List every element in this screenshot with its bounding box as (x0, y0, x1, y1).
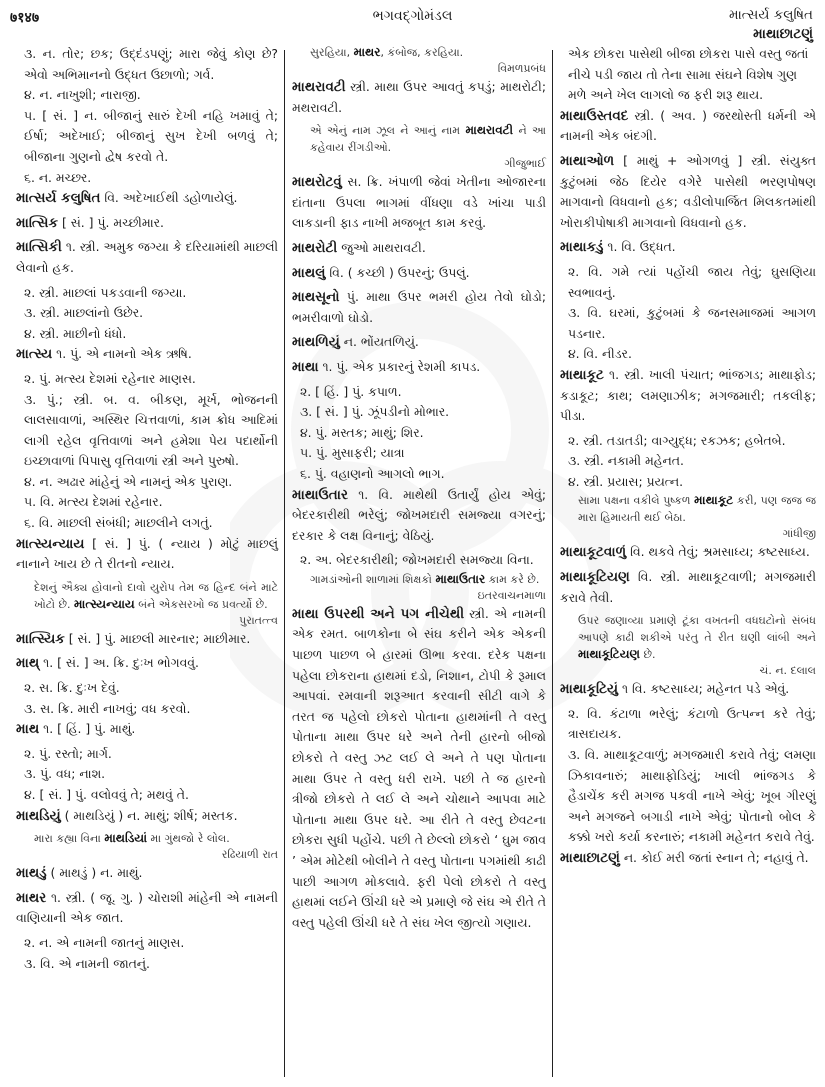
dictionary-entry (292, 604, 546, 934)
sense-definition: ૩. [ સં. ] પું. ઝૂંપડીનો મોભાર. (300, 404, 450, 420)
sense-definition: ૨. સ. ક્રિ. દુઃખ દેવું. (24, 680, 120, 696)
headword: માથલું (292, 264, 326, 281)
quotation-source: ચં. ન. દલાલ (759, 664, 816, 678)
definition: ૧. પું. એક પ્રકારનું રેશમી કાપડ. (318, 358, 481, 374)
definition: ૧ વિ. કષ્ટસાધ્ય; મહેનત પડે એવું. (618, 681, 790, 697)
definition: વિ. અદેખાઈથી ડહોળાયેલું. (100, 190, 238, 206)
headword: માથાઉતાર (292, 486, 348, 503)
definition: ૧. સ્ત્રી. ( જૂ. ગુ. ) ચોરાશી માંહેની એ નામની વાણિયાની એક જાત. (16, 889, 278, 926)
sense-definition: ૨. [ હિં. ] પું. કપાળ. (300, 383, 402, 399)
dictionary-entry (560, 237, 816, 258)
headword: માત્સ્ય (16, 346, 53, 363)
sense-definition: ૪. ન. નાખુશી; નારાજી. (24, 87, 141, 103)
sense-definition: ૨. પું. રસ્તો; માર્ગ. (24, 745, 112, 761)
definition: ૧. વિ. ઉદ્ધત. (603, 239, 676, 255)
definition: પું. માથા ઉપર ભમરી હોય તેવો ઘોડો; ભમરીવાળો ઘોડો. (292, 289, 546, 325)
dictionary-entry (560, 365, 816, 427)
dictionary-entry (16, 719, 278, 740)
usage-quotation: એ એનું નામ ઝૂલ ને આનું નામ માથરાવટી ને આ કહેવાય રીંગડીઓ. (310, 123, 546, 155)
headword: માથ (16, 721, 40, 738)
sense-definition: ૪. વિ. નીડર. (568, 346, 632, 362)
definition: જુઓ માથરાવટી. (337, 239, 426, 255)
dictionary-entry (16, 863, 278, 884)
sense-definition: ૬. વિ. માછલી સંબંધી; માછલીને લગતું. (24, 515, 213, 531)
dictionary-entry (16, 188, 278, 209)
dictionary-entry (16, 534, 278, 575)
sense-definition: ૫. પું. મુસાફરી; યાત્રા (300, 445, 405, 461)
sense-definition: ૬. ન. મચ્છર. (24, 169, 92, 185)
headword: માથડિયું (16, 807, 61, 824)
sense-definition: ૩. પું. વધ; નાશ. (24, 766, 106, 782)
column-divider (552, 50, 553, 1077)
column-1 (16, 44, 278, 1079)
headword: માથરોટવું (292, 174, 342, 191)
headword: માથરોટી (292, 239, 338, 256)
quoted-headword: માથરાવટી (465, 123, 514, 138)
headword: માત્સિક (16, 214, 58, 231)
definition: ૧. સ્ત્રી. ખાલી પંચાત; ભાંજગડ; માથાફોડ; કડાકૂટ; કાથ; લમણાઝીક; મગજમારી; તકલીફ; પીડા. (560, 366, 816, 424)
sense-definition: ૪. સ્ત્રી. માછીનો ધંધો. (24, 325, 127, 341)
headword: માત્સર્ય કલુષિત (16, 190, 101, 207)
headword: માથાઓળ (560, 152, 615, 169)
definition: ન. ભોંયતળિયું. (339, 334, 419, 350)
dictionary-entry (16, 888, 278, 929)
usage-quotation: સુરહિયા, માથર, કંબોજ, કરહિયા. (310, 45, 464, 59)
headword: માથાકૂટિયું (560, 681, 618, 698)
headword: માથા (292, 358, 319, 375)
sense-definition: ૩. સ. ક્રિ. મારી નાખવું; વધ કરવો. (24, 700, 191, 716)
guide-word-first: માત્સર્ય કલુષિત (728, 7, 813, 23)
dictionary-entry (560, 106, 816, 147)
definition: [ સં. ] પું. ( ન્યાય ) મોટું માછલું નાનાને ખાય છે તે રીતનો ન્યાય. (16, 535, 278, 572)
usage-quotation: ગામડાંઓની શાળામાં શિક્ષકો માથાઉતાર કામ કરે છે. (310, 571, 540, 586)
dictionary-entry (292, 77, 546, 118)
page-number: ७१४७ (10, 10, 40, 26)
definition: સ્ત્રી. ( અવ. ) જરથોસ્તી ધર્મની એ નામની એક બંદગી. (560, 107, 816, 144)
definition: સ. ક્રિ. ખંપાળી જેવાં ખેતીના ઓજારના દાંતાના ઉપલા ભાગમાં વીંધણા વડે ખાંચા પાડી લાકડાની ફાડ નાખી મજબૂત કામ કરવું. (292, 174, 546, 231)
usage-quotation: ઉપર જણાવ્યા પ્રમાણે ટૂંકા વખતની વધઘટોનો સંબંધ આપણે કાઢી શકીએ પરંતુ તે રીત ઘણી લાંબી અને માથાકૂટિયણ છે. (578, 614, 816, 662)
column-3 (560, 44, 816, 1079)
dictionary-entry (560, 567, 816, 608)
guide-word-last: માથાછાટણું (753, 26, 813, 42)
headword: માથર (16, 889, 47, 906)
sense-definition: ૩. ન. તોર; છક; ઉદ્દંડપણું; મારા જેવું કોણ છે? એવો અભિમાનનો ઉદ્ધત ઉછાળો; ગર્વ. (24, 46, 278, 82)
dictionary-entry (292, 238, 546, 259)
quotation-source: પુરાતત્ત્વ (239, 613, 278, 627)
sense-definition: ૨. સ્ત્રી. માછલાં પકડવાની જગ્યા. (24, 284, 187, 300)
dictionary-entry (292, 485, 546, 547)
dictionary-entry (560, 542, 816, 563)
definition: વિ. ( કચ્છી ) ઉપરનું; ઉપલું. (325, 264, 470, 280)
page-header (0, 0, 825, 44)
headword: માથાછાટણું (560, 850, 620, 866)
dictionary-entry (292, 332, 546, 353)
dictionary-entry (16, 213, 278, 234)
definition: ( માથડું ) ન. માથું. (46, 865, 143, 881)
sense-definition: ૫. [ સં. ] ન. બીજાનું સારું દેખી નહિ ખમાવું તે; ઈર્ષા; અદેખાઈ; બીજાનું સુખ દેખી બળવું તે; બીજાના ગુણનો દ્વેષ કરવો તે. (24, 107, 278, 164)
headword: માથડું (16, 865, 47, 882)
quoted-headword: માથડિયાં (104, 831, 148, 846)
sense-definition: ૨. અ. બેદરકારીથી; જોખમદારી સમજ્યા વિના. (300, 552, 534, 568)
quoted-headword: માથાઉતાર (435, 571, 486, 586)
quoted-headword: માથાકૂટિયણ (578, 647, 641, 662)
usage-quotation: મારા કહ્યા વિના માથડિયાં મા ગુંથજો રે લોલ. (34, 831, 230, 846)
dictionary-entry (16, 653, 278, 674)
sense-definition: ૩. સ્ત્રી. નકામી મહેનત. (568, 453, 684, 469)
sense-definition: ૨. વિ. કંટાળા ભરેલું; કંટાળો ઉત્પન્ન કરે તેવું; ત્રાસદાયક. (568, 705, 816, 742)
headword: માથરાવટી (292, 79, 346, 95)
definition: ૧. સ્ત્રી. અમુક જગ્યા કે દરિયામાંથી માછલી લેવાનો હક. (16, 239, 278, 275)
sense-definition: ૨. વિ. ગમે ત્યાં પહોંચી જાય તેવું; ઘુસણિયા સ્વભાવનું. (568, 263, 816, 300)
sense-definition: ૨. પું. મત્સ્ય દેશમાં રહેનાર માણસ. (24, 370, 196, 386)
continued-definition: એક છોકરા પાસેથી બીજા છોકરા પાસે વસ્તુ જતાં નીચે પડી જાય તો તેના સામા સંઘને વિશેષ ગુણ મળે અને ખેલ લાગલો જ ફરી શરૂ થાય. (568, 46, 809, 103)
headword: માત્સ્યન્યાય (16, 535, 85, 552)
book-title: ભગવદ્ગોમંડલ (372, 8, 453, 24)
dictionary-entry (560, 151, 816, 233)
definition: સ્ત્રી. એ નામની એક રમત. બાળકોના બે સંઘ કરીને એક એકની પાછળ પાછળ બે હારમાં ઊભા કરવા. દરેક પક્ષના પહેલા છોકરાના હાથમાં દડો, નિશાન, ટોપી કે રૂમાલ આપવાં. રમવાની શરૂઆત કરવાની સીટી વાગે કે તરત જ પહેલો છોકરો પોતાના હાથમાંની તે વસ્તુ પોતાના માથા ઉપર ધરે અને તેની હારનો બીજો છોકરો તે વસ્તુ ઝટ લઈ લે અને તે પણ પોતાના માથા ઉપર તે વસ્તુ ધરી રાખે. પછી તે જ હારનો ત્રીજો છોકરો તે લઈ લે અને ચોથાને આપવા માટે પોતાના માથા ઉપર ધરે. આ રીતે તે વસ્તુ છેવટના છોકરા સુધી પહોંચે. પછી તે છેલ્લો છોકરો ‘ ઘુમ જાવ ’ એમ મોટેથી બોલીને તે વસ્તુ પોતાના પગમાંથી કાઢી પાછી આગળ મોકલાવે. ફરી પેલો છોકરો તે વસ્તુ હાથમાં લઈને ઊંચી ધરે એ પ્રમાણે જે સંઘ એ રીતે તે વસ્તુ પહેલી ઊંચી ધરે તે સંઘ ખેલ જીત્યો ગણાય. (292, 605, 546, 930)
dictionary-entry (560, 848, 816, 869)
definition: ૧. પું. એ નામનો એક ઋષિ. (52, 346, 192, 362)
headword: માથાકડું (560, 239, 604, 256)
quotation-source: વિમળપ્રબંધ (497, 62, 546, 75)
dictionary-entry (292, 287, 546, 328)
dictionary-entry (292, 357, 546, 378)
quoted-headword: માથર (353, 45, 381, 59)
headword: માથાકૂટિયણ (560, 569, 630, 586)
headword: માત્સિકી (16, 239, 62, 256)
dictionary-entry (16, 237, 278, 278)
dictionary-entry (292, 172, 546, 234)
dictionary-entry (560, 679, 816, 700)
quotation-source: રઢિયાળી રાત (221, 848, 278, 862)
sense-definition: ૬. પું. વહાણનો આગલો ભાગ. (300, 465, 445, 481)
definition: ન. કોઈ મરી જતાં સ્નાન તે; નહાવું તે. (619, 850, 809, 865)
headword: માત્સ્યિક (16, 630, 65, 647)
dictionary-entry (292, 263, 546, 284)
headword: માથ્ (16, 655, 40, 672)
definition: [ સં. ] પું. માછલી મારનાર; માછીમાર. (64, 630, 251, 646)
definition: [ સં. ] પું. મચ્છીમાર. (58, 214, 164, 230)
column-2 (292, 44, 546, 1079)
headword: માથાકૂટ (560, 366, 604, 383)
quoted-headword: માત્સ્યન્યાય (73, 596, 135, 611)
guide-words (729, 6, 813, 44)
quotation-source: ગીજુભાઈ (504, 157, 546, 171)
quotation-source: ગાંધીજી (782, 527, 816, 541)
headword: માથા ઉપરથી અને પગ નીચેથી (292, 605, 465, 622)
quoted-headword: માથાકૂટ (694, 493, 734, 508)
definition: સ્ત્રી. માથા ઉપર આવતું કપડું; માથરોટી; મથરાવટી. (292, 79, 546, 115)
sense-definition: ૩. વિ. માથાકૂટવાળું; મગજમારી કરાવે તેવું; લમણા ઝિકાવનારું; માથાફોડિયું; ખાલી ભાંજગડ કે હૈડાચેંક કરી મગજ પકવી નાખે એવું; ખૂબ ગીરણું અને મગજને બગાડી નાખે એવું; પોતાનો બોલ કે કક્કો ખરો કર્યા કરનારું; નકામી મહેનત કરાવે તેવું. (568, 747, 816, 845)
usage-quotation: દેશનું ઐક્ય હોવાનો દાવો યુરોપ તેમ જ હિન્દ બંને માટે ખોટો છે. માત્સ્યન્યાય બંને એકસરખો જ પ્રવર્ત્યો છે. (34, 580, 278, 611)
dictionary-entry (16, 344, 278, 365)
sense-definition: ૩. વિ. એ નામની જાતનું. (24, 955, 150, 971)
dictionary-entry (16, 806, 278, 827)
sense-definition: ૪. [ સં. ] પું. વલોવવું તે; મથવું તે. (24, 787, 189, 802)
sense-definition: ૪. સ્ત્રી. પ્રયાસ; પ્રયત્ન. (568, 473, 684, 489)
definition: ( માથડિયું ) ન. માથું; શીર્ષ; મસ્તક. (60, 807, 238, 823)
definition: ૧. [ હિં. ] પું. માથું. (39, 721, 136, 737)
column-divider (284, 50, 285, 1077)
headword: માથાઉસ્તવદ (560, 107, 629, 124)
headword: માથળિયું (292, 334, 340, 351)
sense-definition: ૪. ન. અઢાર માંહેનું એ નામનું એક પુરાણ. (24, 473, 233, 489)
sense-definition: ૩. વિ. ઘરમાં, કુટુંબમાં કે જનસમાજમાં આગળ પડનાર. (568, 305, 816, 341)
sense-definition: ૩. સ્ત્રી. માછલાંનો ઉછેર. (24, 305, 144, 321)
sense-definition: ૩. પું.; સ્ત્રી. બ. વ. બીકણ, મૂર્ખ, ભોજનની લાલસાવાળાં, અસ્થિર ચિત્તવાળાં, કામ ક્રોધ આદિમાં લાગી રહેલ વૃત્તિવાળાં અને હમેશા પેય પદાર્થોની ઇચ્છાવાળાં પિપાસુ વૃત્તિવાળાં સ્ત્રી અને પુરુષો. (24, 391, 278, 469)
definition: વિ. સ્ત્રી. માથાકૂટવાળી; મગજમારી કરાવે તેવી. (560, 569, 816, 605)
definition: ૧. [ સં. ] અ. ક્રિ. દુઃખ ભોગવવું. (39, 655, 199, 671)
sense-definition: ૫. વિ. મત્સ્ય દેશમાં રહેનાર. (24, 494, 163, 510)
sense-definition: ૨. સ્ત્રી. તડાતડી; વાગ્યુદ્ધ; રકઝક; હબેતબે. (568, 432, 786, 448)
quotation-source: ઇતરવાચનમાળા (477, 588, 546, 602)
usage-quotation: સામા પક્ષના વકીલે પુષ્કળ માથાકૂટ કરી, પણ જજ જ મારા હિમાયતી થઈ બેઠા. (578, 493, 817, 525)
sense-definition: ૪. પું. મસ્તક; માથું; શિર. (300, 424, 424, 440)
definition: વિ. થકવે તેવું; શ્રમસાધ્ય; કષ્ટસાધ્ય. (626, 544, 810, 560)
headword: માથાકૂટવાળું (560, 544, 627, 561)
sense-definition: ૨. ન. એ નામની જાતનું માણસ. (24, 934, 185, 950)
headword: માથસૂનો (292, 289, 340, 306)
definition: ૧. વિ. માથેથી ઉતાર્યું હોય એવું; બેદરકારીથી ભરેલું; જોખમદારી સમજ્યા વગરનું; દરકાર કે લક્ષ વિનાનું; વેઠિયું. (292, 486, 546, 543)
definition: [ માથું + ઓગળવું ] સ્ત્રી. સંયુક્ત કુટુંબમાં જેઠ દિયેર વગેરે પાસેથી ભરણપોષણ માગવાનો વિધવાનો હક; વડીલોપાર્જિત મિલકતમાંથી ખોરાકીપોષાકી માગવાનો વિધવાનો હક. (560, 152, 816, 230)
dictionary-entry (16, 629, 278, 650)
